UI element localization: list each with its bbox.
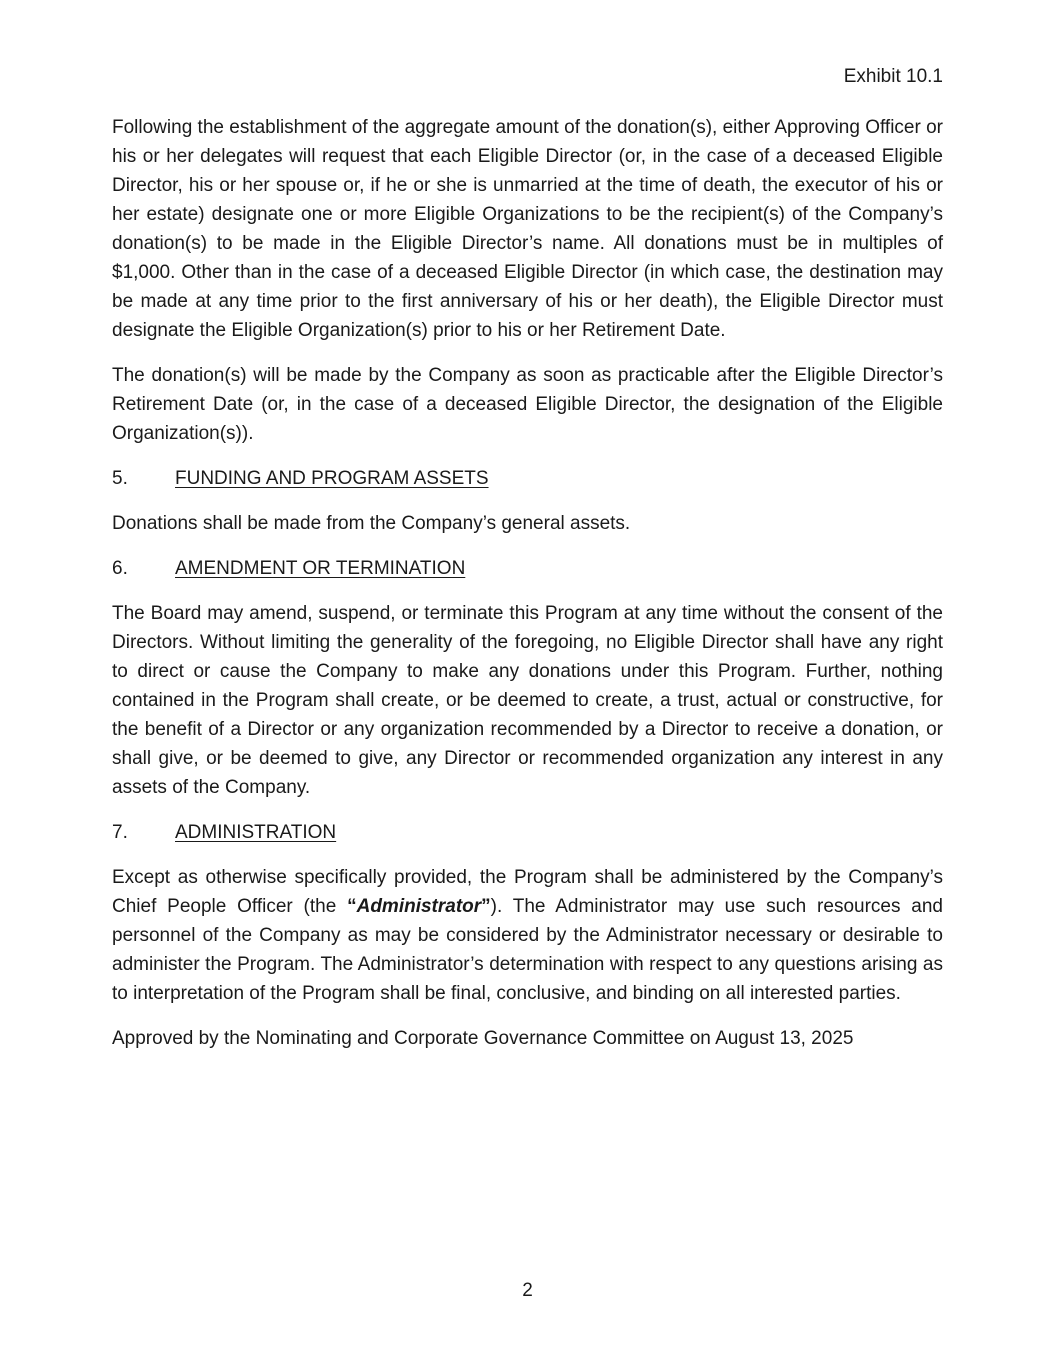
- open-quote: “: [347, 896, 357, 917]
- section-number: 7.: [112, 822, 128, 843]
- paragraph-administration: [112, 863, 943, 1008]
- defined-term-administrator: Administrator: [356, 896, 482, 917]
- paragraph-donation-designation: Following the establishment of the aggregate amount of the donation(s), either Approving Officer or his or her delegates will request that each Eligible Director (or, in the case of a deceased Eligible Director, his or her spouse or, if he or she is unmarried at the time of death, the executor of his or her estate) designate one or more Eligible Organizations to be the recipient(s) of the Company’s donation(s) to be made in the Eligible Director’s name. All donations must be in multiples of $1,000. Other than in the case of a deceased Eligible Director (in which case, the destination may be made at any time prior to the first anniversary of his or her death), the Eligible Director must designate the Eligible Organization(s) prior to his or her Retirement Date.: [112, 117, 943, 341]
- section-heading-amendment: [112, 554, 943, 583]
- paragraph-funding: Donations shall be made from the Company’s general assets.: [112, 513, 631, 534]
- paragraph-text: Except as otherwise specifically provided, the Program shall be administered by the Company’s Chief People Officer (the: [112, 867, 943, 917]
- exhibit-label: Exhibit 10.1: [843, 66, 943, 87]
- page-number: 2: [522, 1280, 533, 1301]
- section-title: FUNDING AND PROGRAM ASSETS: [175, 468, 489, 489]
- section-number: 6.: [112, 558, 128, 579]
- section-title: ADMINISTRATION: [175, 822, 337, 843]
- paragraph-donation-timing: The donation(s) will be made by the Company as soon as practicable after the Eligible Director’s Retirement Date (or, in the case of a deceased Eligible Director, the designation of the Eligible Organization(s)).: [112, 365, 943, 444]
- section-heading-administration: [112, 818, 943, 847]
- paragraph-amendment: The Board may amend, suspend, or terminate this Program at any time without the consent of the Directors. Without limiting the generality of the foregoing, no Eligible Director shall have any right to direct or cause the Company to make any donations under this Program. Further, nothing contained in the Program shall create, or be deemed to create, a trust, actual or constructive, for the benefit of a Director or any organization recommended by a Director to receive a donation, or shall give, or be deemed to give, any Director or recommended organization any interest in any assets of the Company.: [112, 603, 943, 798]
- section-heading-funding: [112, 464, 943, 493]
- section-title: AMENDMENT OR TERMINATION: [175, 558, 466, 579]
- paragraph-text: ). The Administrator may use such resources and personnel of the Company as may be considered by the Administrator necessary or desirable to administer the Program. The Administrator’s determination with respect to any questions arising as to interpretation of the Program shall be final, conclusive, and binding on all interested parties.: [112, 896, 943, 1004]
- section-number: 5.: [112, 468, 128, 489]
- close-quote: ”: [481, 896, 491, 917]
- approval-line: Approved by the Nominating and Corporate Governance Committee on August 13, 2025: [112, 1028, 854, 1049]
